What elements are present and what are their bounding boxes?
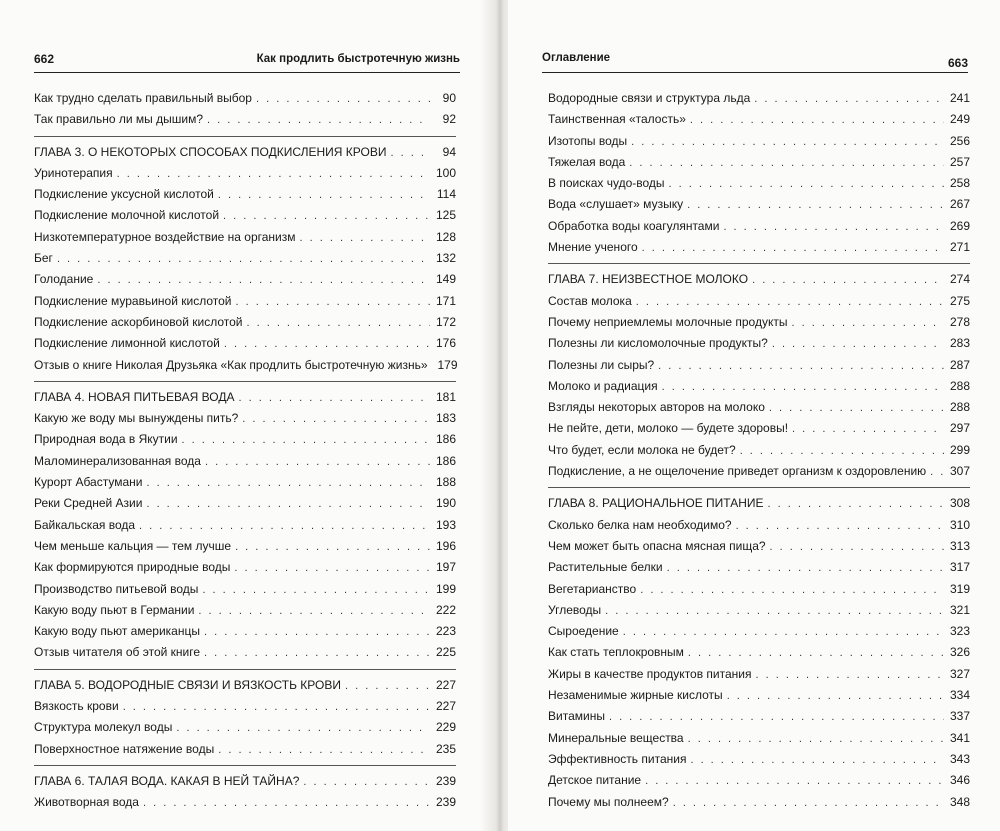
dot-leader xyxy=(238,388,430,409)
toc-entry-title: Подкисление, а не ощелочение приведет организм к оздоровлению xyxy=(548,464,927,479)
toc-entry[interactable] xyxy=(548,557,970,578)
toc-entry-title: Подкисление муравьиной кислотой xyxy=(34,293,232,308)
toc-entry[interactable] xyxy=(548,440,970,461)
toc-entry-title: Подкисление молочной кислотой xyxy=(34,208,220,223)
toc-entry-title: Какую воду пьют американцы xyxy=(34,624,200,639)
toc-entry-title: В поисках чудо-воды xyxy=(548,176,665,191)
toc-entry[interactable] xyxy=(34,557,456,578)
toc-entry-title: Сколько белка нам необходимо? xyxy=(548,517,732,532)
dot-leader xyxy=(303,772,430,793)
dot-leader xyxy=(687,195,944,216)
dot-leader xyxy=(256,89,430,110)
toc-entry-title: Маломинерализованная вода xyxy=(34,453,201,468)
toc-entry[interactable] xyxy=(548,515,970,536)
toc-entry[interactable] xyxy=(34,472,456,493)
dot-leader xyxy=(673,793,944,814)
toc-entry-page: 90 xyxy=(442,91,456,105)
toc-entry-page: 225 xyxy=(435,645,456,660)
dot-leader xyxy=(207,110,430,131)
toc-entry-title: Поверхностное натяжение воды xyxy=(34,741,215,756)
toc-entry-title: Курорт Абастумани xyxy=(34,475,143,490)
toc-entry[interactable] xyxy=(548,333,970,354)
toc-entry-page: 249 xyxy=(949,112,970,127)
toc-entry-page: 239 xyxy=(435,795,456,810)
toc-entry-page: 193 xyxy=(435,517,456,532)
toc-entry[interactable] xyxy=(548,600,970,621)
toc-entry-page: 327 xyxy=(949,666,970,681)
toc-entry-page: 92 xyxy=(442,112,456,127)
dot-leader xyxy=(605,601,944,622)
toc-entry-page: 227 xyxy=(435,677,456,692)
toc-entry-page: 179 xyxy=(437,357,458,372)
toc-entry[interactable] xyxy=(34,387,456,408)
toc-entry-title: ГЛАВА 6. ТАЛАЯ ВОДА. КАКАЯ В НЕЙ ТАЙНА? xyxy=(34,773,300,788)
section-divider xyxy=(34,669,456,670)
section-divider xyxy=(34,381,456,382)
dot-leader xyxy=(623,622,944,643)
toc-entry-page: 227 xyxy=(435,699,456,714)
dot-leader xyxy=(769,398,944,419)
toc-entry[interactable] xyxy=(548,237,970,258)
toc-entry-page: 132 xyxy=(435,251,456,266)
dot-leader xyxy=(658,356,944,377)
toc-entry-page: 94 xyxy=(442,144,456,159)
toc-entry-title: ГЛАВА 7. НЕИЗВЕСТНОЕ МОЛОКО xyxy=(548,272,749,287)
toc-entry[interactable] xyxy=(548,770,970,791)
toc-entry-page: 348 xyxy=(949,794,970,809)
dot-leader xyxy=(300,228,430,249)
toc-entry-page: 128 xyxy=(435,229,456,244)
toc-entry-title: Голодание xyxy=(34,272,94,287)
dot-leader xyxy=(224,334,430,355)
toc-entry-title: Минеральные вещества xyxy=(548,730,684,745)
dot-leader xyxy=(123,697,430,718)
toc-entry[interactable] xyxy=(548,792,970,813)
table-of-contents-left xyxy=(34,88,456,814)
toc-entry-page: 326 xyxy=(949,645,970,660)
toc-entry-title: Чем меньше кальция — тем лучше xyxy=(34,538,232,553)
toc-entry[interactable] xyxy=(34,621,456,642)
dot-leader xyxy=(723,217,944,238)
toc-entry[interactable] xyxy=(548,109,970,130)
toc-entry-page: 183 xyxy=(435,411,456,426)
toc-entry-page: 308 xyxy=(949,496,970,511)
toc-entry-page: 274 xyxy=(949,272,970,287)
toc-entry-title: Состав молока xyxy=(548,293,632,308)
toc-entry-page: 171 xyxy=(435,293,456,308)
toc-entry-page: 199 xyxy=(435,581,456,596)
dot-leader xyxy=(218,740,430,761)
section-divider xyxy=(548,487,970,488)
dot-leader xyxy=(609,707,944,728)
toc-entry-title: Почему мы полнеем? xyxy=(548,794,669,809)
dot-leader xyxy=(752,270,944,291)
toc-entry[interactable] xyxy=(548,194,970,215)
toc-entry[interactable] xyxy=(34,536,456,557)
toc-entry-page: 149 xyxy=(435,272,456,287)
dot-leader xyxy=(97,270,430,291)
toc-entry-page: 181 xyxy=(435,389,456,404)
dot-leader xyxy=(645,771,944,792)
toc-entry-page: 223 xyxy=(435,624,456,639)
toc-entry-page: 287 xyxy=(949,357,970,372)
toc-entry-page: 313 xyxy=(949,538,970,553)
dot-leader xyxy=(391,143,431,164)
dot-leader xyxy=(727,686,944,707)
toc-entry-page: 114 xyxy=(436,187,456,202)
toc-entry-title: Структура молекул воды xyxy=(34,720,173,735)
toc-entry[interactable] xyxy=(548,312,970,333)
toc-entry-title: Природная вода в Якутии xyxy=(34,432,178,447)
toc-entry-page: 307 xyxy=(949,464,970,479)
toc-entry-page: 229 xyxy=(435,720,456,735)
toc-entry-page: 176 xyxy=(435,336,456,351)
toc-entry-page: 241 xyxy=(949,91,970,105)
toc-entry-title: Растительные белки xyxy=(548,560,663,575)
toc-entry-title: ГЛАВА 3. О НЕКОТОРЫХ СПОСОБАХ ПОДКИСЛЕНИЯ КРОВИ xyxy=(34,144,387,159)
toc-entry-page: 197 xyxy=(435,560,456,575)
dot-leader xyxy=(204,622,430,643)
toc-entry[interactable] xyxy=(34,429,456,450)
running-title: Оглавление xyxy=(542,52,611,64)
toc-entry[interactable] xyxy=(34,248,456,269)
dot-leader xyxy=(629,153,944,174)
toc-entry[interactable] xyxy=(34,291,456,312)
toc-entry[interactable] xyxy=(34,312,456,333)
toc-entry-title: Так правильно ли мы дышим? xyxy=(34,112,203,127)
toc-entry[interactable] xyxy=(548,397,970,418)
toc-entry[interactable] xyxy=(34,515,456,536)
toc-entry-page: 275 xyxy=(949,293,970,308)
toc-entry-title: Как формируются природные воды xyxy=(34,560,231,575)
toc-entry[interactable] xyxy=(548,579,970,600)
toc-entry[interactable] xyxy=(34,184,456,205)
section-divider xyxy=(34,765,456,766)
toc-entry[interactable] xyxy=(548,685,970,706)
dot-leader xyxy=(768,494,944,515)
toc-entry-title: Изотопы воды xyxy=(548,133,628,148)
toc-entry[interactable] xyxy=(34,269,456,290)
dot-leader xyxy=(202,580,430,601)
dot-leader xyxy=(242,409,430,430)
dot-leader xyxy=(139,516,430,537)
toc-entry-page: 100 xyxy=(435,165,456,180)
dot-leader xyxy=(669,174,944,195)
toc-entry-title: Тяжелая вода xyxy=(548,154,626,169)
toc-entry[interactable] xyxy=(548,461,970,482)
dot-leader xyxy=(223,206,430,227)
toc-entry-title: Как стать теплокровным xyxy=(548,645,684,660)
toc-entry-title: Почему неприемлемы молочные продукты xyxy=(548,314,788,329)
toc-entry[interactable] xyxy=(548,418,970,439)
toc-entry-page: 258 xyxy=(949,176,970,191)
toc-entry-title: Как трудно сделать правильный выбор xyxy=(34,91,252,105)
toc-entry-page: 271 xyxy=(949,240,970,255)
toc-entry[interactable] xyxy=(548,88,970,109)
toc-entry[interactable] xyxy=(548,216,970,237)
dot-leader xyxy=(204,643,430,664)
toc-entry[interactable] xyxy=(548,355,970,376)
toc-entry-title: Вода «слушает» музыку xyxy=(548,197,684,212)
toc-entry-title: Отзыв читателя об этой книге xyxy=(34,645,201,660)
toc-entry-title: Бег xyxy=(34,251,53,266)
toc-entry-page: 172 xyxy=(435,314,456,329)
toc-entry[interactable] xyxy=(34,109,456,130)
toc-entry-page: 257 xyxy=(949,154,970,169)
toc-entry-title: Углеводы xyxy=(548,602,602,617)
dot-leader xyxy=(736,516,944,537)
toc-entry-page: 337 xyxy=(949,709,970,724)
toc-entry-title: Молоко и радиация xyxy=(548,378,658,393)
toc-entry-page: 341 xyxy=(949,730,970,745)
toc-entry[interactable] xyxy=(548,376,970,397)
toc-entry-page: 299 xyxy=(949,442,970,457)
dot-leader xyxy=(117,164,430,185)
dot-leader xyxy=(754,89,944,110)
toc-entry-title: Отзыв о книге Николая Друзьяка «Как продлить быстротечную жизнь» xyxy=(34,357,428,372)
toc-entry[interactable] xyxy=(548,152,970,173)
dot-leader xyxy=(236,292,430,313)
toc-entry-title: Незаменимые жирные кислоты xyxy=(548,688,723,703)
section-divider xyxy=(34,136,456,137)
toc-entry-page: 239 xyxy=(435,773,456,788)
toc-entry[interactable] xyxy=(548,291,970,312)
toc-entry-page: 222 xyxy=(435,602,456,617)
toc-entry[interactable] xyxy=(34,88,456,109)
toc-entry-title: Витамины xyxy=(548,709,605,724)
toc-entry-title: Взгляды некоторых авторов на молоко xyxy=(548,400,765,415)
dot-leader xyxy=(667,558,944,579)
toc-entry-page: 323 xyxy=(949,624,970,639)
toc-entry-title: Низкотемпературное воздействие на организм xyxy=(34,229,296,244)
dot-leader xyxy=(756,665,945,686)
toc-entry-title: Какую же воду мы вынуждены пить? xyxy=(34,411,239,426)
toc-entry-title: Подкисление уксусной кислотой xyxy=(34,187,214,202)
toc-entry-title: ГЛАВА 5. ВОДОРОДНЫЕ СВЯЗИ И ВЯЗКОСТЬ КРОВИ xyxy=(34,677,342,692)
toc-entry-title: Сыроедение xyxy=(548,624,619,639)
toc-entry[interactable] xyxy=(548,621,970,642)
dot-leader xyxy=(690,110,944,131)
toc-entry-page: 190 xyxy=(435,496,456,511)
toc-entry[interactable] xyxy=(34,739,456,760)
toc-entry[interactable] xyxy=(548,493,970,514)
toc-entry[interactable] xyxy=(34,451,456,472)
dot-leader xyxy=(740,441,944,462)
running-title: Как продлить быстротечную жизнь xyxy=(256,53,460,65)
page-number: 662 xyxy=(34,52,55,66)
toc-entry[interactable] xyxy=(34,771,456,792)
toc-entry-page: 235 xyxy=(435,741,456,756)
toc-entry[interactable] xyxy=(34,675,456,696)
toc-entry-title: Полезны ли сыры? xyxy=(548,357,655,372)
toc-entry-page: 269 xyxy=(949,218,970,233)
dot-leader xyxy=(146,494,430,515)
toc-entry-title: Жиры в качестве продуктов питания xyxy=(548,666,752,681)
toc-entry-page: 186 xyxy=(435,453,456,468)
toc-entry[interactable] xyxy=(34,717,456,738)
toc-entry-page: 321 xyxy=(949,602,970,617)
toc-entry[interactable] xyxy=(548,536,970,557)
toc-entry-page: 256 xyxy=(949,133,970,148)
toc-entry[interactable] xyxy=(548,706,970,727)
dot-leader xyxy=(772,334,944,355)
toc-entry[interactable] xyxy=(34,333,456,354)
toc-entry-page: 196 xyxy=(435,538,456,553)
toc-entry-page: 188 xyxy=(435,475,456,490)
dot-leader xyxy=(640,580,944,601)
dot-leader xyxy=(792,419,944,440)
toc-entry[interactable] xyxy=(34,142,456,163)
dot-leader xyxy=(688,643,944,664)
toc-entry-title: Обработка воды коагулянтами xyxy=(548,218,720,233)
toc-entry[interactable] xyxy=(34,163,456,184)
toc-entry-title: ГЛАВА 8. РАЦИОНАЛЬНОЕ ПИТАНИЕ xyxy=(548,496,764,511)
dot-leader xyxy=(930,462,944,483)
toc-entry[interactable] xyxy=(548,131,970,152)
toc-entry[interactable] xyxy=(548,728,970,749)
toc-entry[interactable] xyxy=(34,408,456,429)
toc-entry-page: 319 xyxy=(949,581,970,596)
toc-entry-page: 310 xyxy=(949,517,970,532)
dot-leader xyxy=(631,132,944,153)
dot-leader xyxy=(205,452,430,473)
toc-entry[interactable] xyxy=(34,579,456,600)
toc-entry[interactable] xyxy=(34,355,456,376)
toc-entry-title: Вязкость крови xyxy=(34,699,119,714)
dot-leader xyxy=(57,249,430,270)
toc-entry[interactable] xyxy=(34,642,456,663)
toc-entry-title: Вегетарианство xyxy=(548,581,637,596)
toc-entry[interactable] xyxy=(548,749,970,770)
dot-leader xyxy=(770,537,944,558)
dot-leader xyxy=(636,292,944,313)
right-page xyxy=(508,0,1000,831)
toc-entry-page: 288 xyxy=(949,400,970,415)
section-divider xyxy=(548,263,970,264)
dot-leader xyxy=(146,473,430,494)
toc-entry[interactable] xyxy=(34,493,456,514)
dot-leader xyxy=(791,313,944,334)
dot-leader xyxy=(246,313,430,334)
toc-entry-page: 346 xyxy=(949,773,970,788)
toc-entry-page: 278 xyxy=(949,314,970,329)
dot-leader xyxy=(688,729,944,750)
toc-entry-page: 125 xyxy=(435,208,456,223)
dot-leader xyxy=(642,238,944,259)
toc-entry-page: 267 xyxy=(949,197,970,212)
toc-entry-title: Что будет, если молока не будет? xyxy=(548,442,736,457)
toc-entry[interactable] xyxy=(34,600,456,621)
right-page-header xyxy=(542,50,968,73)
toc-entry-page: 297 xyxy=(949,421,970,436)
toc-entry-title: Не пейте, дети, молоко — будете здоровы! xyxy=(548,421,789,436)
toc-entry-page: 343 xyxy=(949,751,970,766)
toc-entry-page: 317 xyxy=(949,560,970,575)
toc-entry-title: Уринотерапия xyxy=(34,165,113,180)
left-page xyxy=(0,0,492,831)
toc-entry-title: Водородные связи и структура льда xyxy=(548,91,751,105)
toc-entry-title: Производство питьевой воды xyxy=(34,581,199,596)
dot-leader xyxy=(218,185,430,206)
toc-entry-page: 288 xyxy=(949,378,970,393)
dot-leader xyxy=(345,676,430,697)
toc-entry-title: Мнение ученого xyxy=(548,240,638,255)
dot-leader xyxy=(182,430,430,451)
toc-entry[interactable] xyxy=(548,642,970,663)
toc-entry-title: Реки Средней Азии xyxy=(34,496,143,511)
toc-entry-title: Животворная вода xyxy=(34,795,139,810)
toc-entry-title: Полезны ли кисломолочные продукты? xyxy=(548,336,768,351)
toc-entry[interactable] xyxy=(34,792,456,813)
toc-entry-title: Эффективность питания xyxy=(548,751,687,766)
toc-entry[interactable] xyxy=(34,205,456,226)
toc-entry-title: Чем может быть опасна мясная пища? xyxy=(548,538,766,553)
toc-entry-title: Детское питание xyxy=(548,773,642,788)
page-number: 663 xyxy=(947,56,968,70)
toc-entry[interactable] xyxy=(34,696,456,717)
dot-leader xyxy=(662,377,944,398)
toc-entry-page: 186 xyxy=(435,432,456,447)
toc-entry[interactable] xyxy=(548,173,970,194)
dot-leader xyxy=(234,558,430,579)
toc-entry[interactable] xyxy=(34,227,456,248)
left-page-header xyxy=(34,50,460,73)
toc-entry-page: 334 xyxy=(949,688,970,703)
toc-entry-title: Таинственная «талость» xyxy=(548,112,686,127)
toc-entry-title: Подкисление аскорбиновой кислотой xyxy=(34,314,243,329)
toc-entry-page: 283 xyxy=(949,336,970,351)
dot-leader xyxy=(235,537,430,558)
toc-entry-title: Байкальская вода xyxy=(34,517,136,532)
table-of-contents-right xyxy=(548,88,970,813)
dot-leader xyxy=(690,750,944,771)
dot-leader xyxy=(198,601,430,622)
toc-entry-title: Подкисление лимонной кислотой xyxy=(34,336,220,351)
toc-entry[interactable] xyxy=(548,269,970,290)
toc-entry-title: ГЛАВА 4. НОВАЯ ПИТЬЕВАЯ ВОДА xyxy=(34,389,235,404)
dot-leader xyxy=(176,718,430,739)
dot-leader xyxy=(143,793,430,814)
toc-entry-title: Какую воду пьют в Германии xyxy=(34,602,195,617)
toc-entry[interactable] xyxy=(548,664,970,685)
